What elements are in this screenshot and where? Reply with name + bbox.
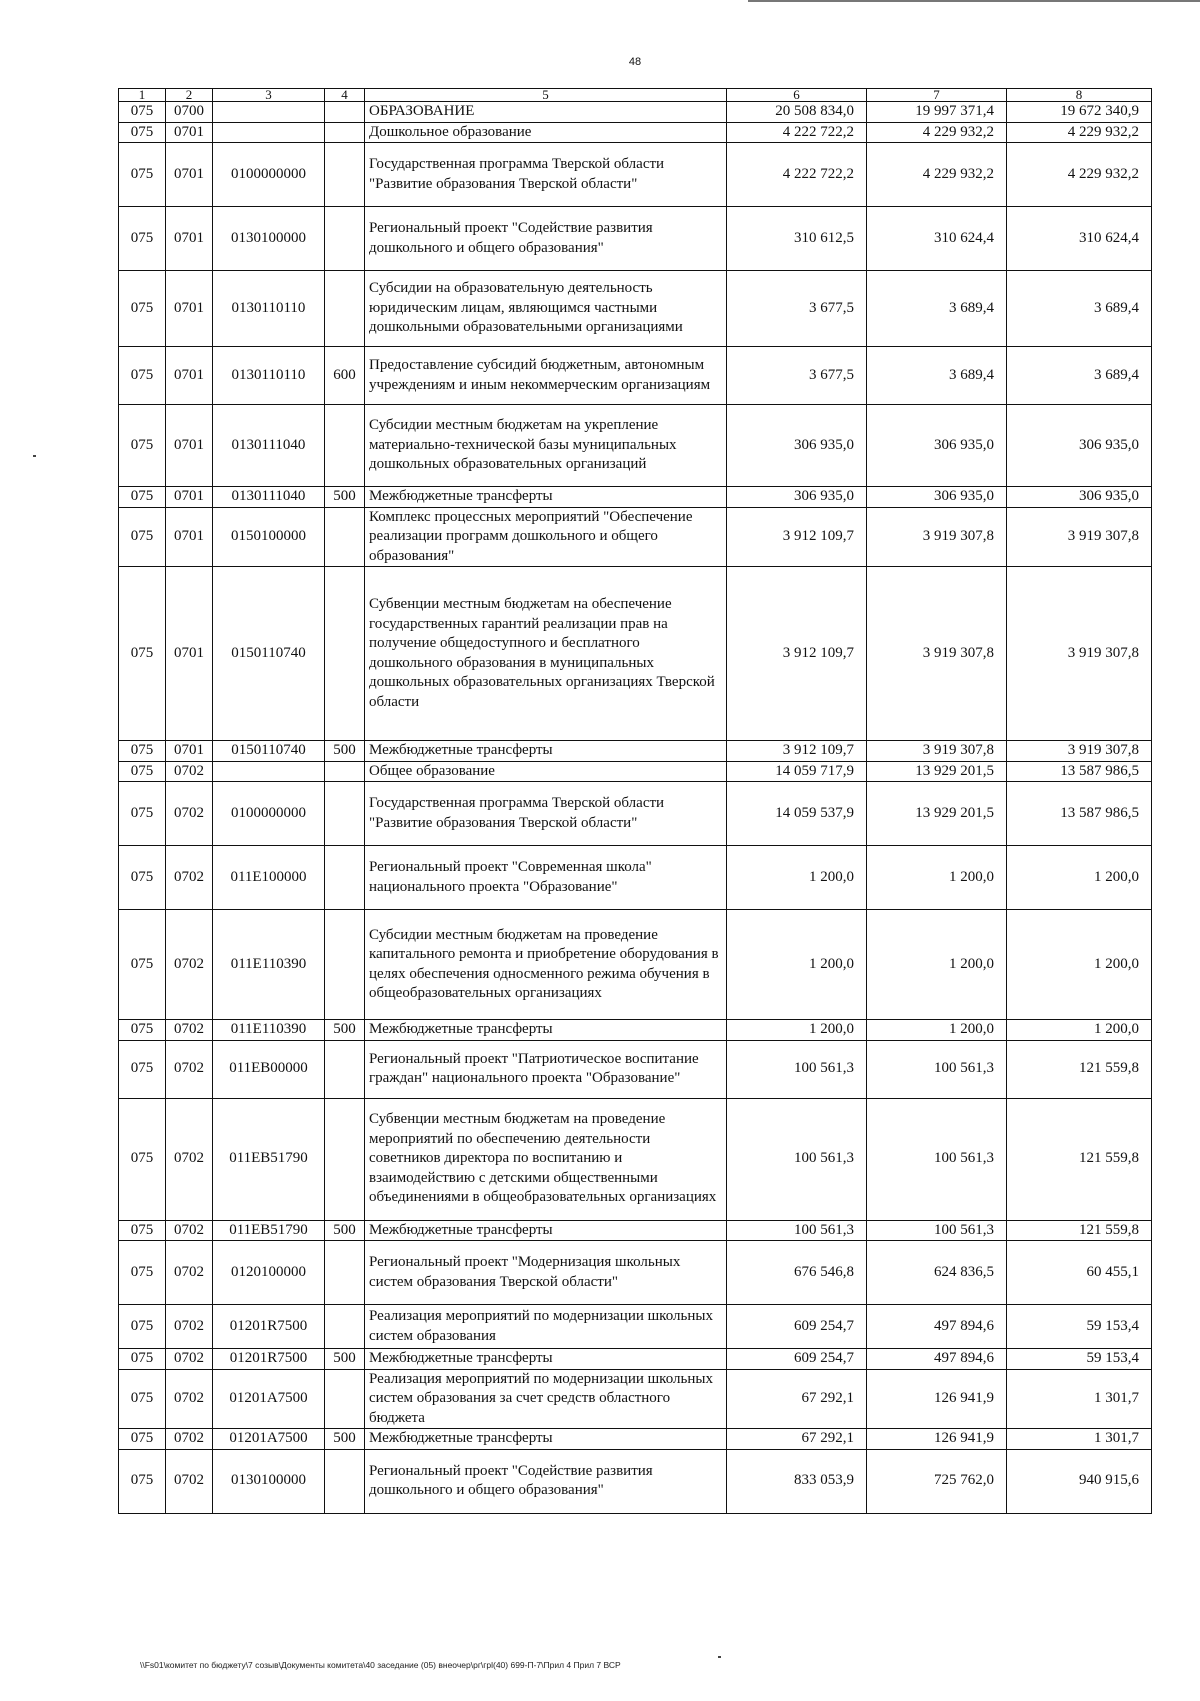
amount-col7-cell: 3 689,4: [867, 347, 1007, 405]
amount-col6-cell: 20 508 834,0: [727, 102, 867, 123]
table-row: [119, 1429, 1152, 1450]
section-code-cell: 0702: [166, 846, 213, 910]
section-code-cell: 0701: [166, 347, 213, 405]
code-admin-cell: 075: [119, 761, 166, 782]
code-admin-cell: 075: [119, 487, 166, 508]
table-row: [119, 1449, 1152, 1513]
section-code-cell: 0701: [166, 741, 213, 762]
section-code-cell: 0702: [166, 1040, 213, 1098]
item-name-cell: Субсидии местным бюджетам на укрепление материально-технической базы муниципальных дошкольных образовательных организаций: [365, 405, 727, 487]
amount-col8-cell: 3 689,4: [1007, 347, 1152, 405]
target-article-cell: 0100000000: [213, 782, 325, 846]
column-number: 3: [213, 89, 325, 102]
target-article-cell: [213, 102, 325, 123]
table-row: [119, 1098, 1152, 1220]
amount-col6-cell: 609 254,7: [727, 1349, 867, 1370]
amount-col7-cell: 3 689,4: [867, 271, 1007, 347]
expense-type-cell: [325, 207, 365, 271]
expense-type-cell: [325, 1241, 365, 1305]
target-article-cell: 011EB51790: [213, 1098, 325, 1220]
item-name-cell: Межбюджетные трансферты: [365, 1220, 727, 1241]
expense-type-cell: [325, 567, 365, 741]
amount-col6-cell: 306 935,0: [727, 487, 867, 508]
expense-type-cell: [325, 1369, 365, 1429]
table-row: [119, 782, 1152, 846]
scan-speck: [718, 1656, 721, 1658]
expense-type-cell: [325, 1449, 365, 1513]
amount-col7-cell: 1 200,0: [867, 1020, 1007, 1041]
target-article-cell: 0130100000: [213, 1449, 325, 1513]
amount-col8-cell: 3 919 307,8: [1007, 507, 1152, 567]
amount-col6-cell: 14 059 717,9: [727, 761, 867, 782]
target-article-cell: 0150110740: [213, 741, 325, 762]
code-admin-cell: 075: [119, 782, 166, 846]
item-name-cell: Межбюджетные трансферты: [365, 1429, 727, 1450]
item-name-cell: Межбюджетные трансферты: [365, 1349, 727, 1370]
item-name-cell: Субсидии на образовательную деятельность юридическим лицам, являющимся частными дошкольными образовательными организациями: [365, 271, 727, 347]
code-admin-cell: 075: [119, 1241, 166, 1305]
item-name-cell: Комплекс процессных мероприятий "Обеспечение реализации программ дошкольного и общего образования": [365, 507, 727, 567]
expense-type-cell: [325, 1305, 365, 1349]
table-row: [119, 487, 1152, 508]
item-name-cell: Субсидии местным бюджетам на проведение капитального ремонта и приобретение оборудования в целях обеспечения односменного режима обучения в общеобразовательных организациях: [365, 910, 727, 1020]
code-admin-cell: 075: [119, 102, 166, 123]
amount-col6-cell: 3 912 109,7: [727, 567, 867, 741]
expense-type-cell: 500: [325, 1020, 365, 1041]
section-code-cell: 0701: [166, 143, 213, 207]
expense-type-cell: [325, 1098, 365, 1220]
item-name-cell: Субвенции местным бюджетам на проведение мероприятий по обеспечению деятельности советников директора по воспитанию и взаимодействию с детскими общественными объединениями в общеобразовательных организациях: [365, 1098, 727, 1220]
amount-col7-cell: 100 561,3: [867, 1098, 1007, 1220]
expense-type-cell: 500: [325, 1349, 365, 1370]
amount-col8-cell: 121 559,8: [1007, 1098, 1152, 1220]
code-admin-cell: 075: [119, 271, 166, 347]
code-admin-cell: 075: [119, 846, 166, 910]
item-name-cell: Региональный проект "Современная школа" национального проекта "Образование": [365, 846, 727, 910]
target-article-cell: [213, 761, 325, 782]
expense-type-cell: 500: [325, 741, 365, 762]
code-admin-cell: 075: [119, 567, 166, 741]
amount-col8-cell: 310 624,4: [1007, 207, 1152, 271]
amount-col7-cell: 725 762,0: [867, 1449, 1007, 1513]
table-row: [119, 846, 1152, 910]
section-code-cell: 0702: [166, 1241, 213, 1305]
column-number-row: [119, 89, 1152, 102]
amount-col7-cell: 3 919 307,8: [867, 741, 1007, 762]
expense-type-cell: [325, 143, 365, 207]
code-admin-cell: 075: [119, 507, 166, 567]
amount-col6-cell: 609 254,7: [727, 1305, 867, 1349]
table-row: [119, 1349, 1152, 1370]
column-number: 8: [1007, 89, 1152, 102]
amount-col7-cell: 497 894,6: [867, 1349, 1007, 1370]
table-row: [119, 1241, 1152, 1305]
section-code-cell: 0701: [166, 487, 213, 508]
scan-speck: [33, 455, 36, 457]
amount-col8-cell: 13 587 986,5: [1007, 782, 1152, 846]
amount-col8-cell: 59 153,4: [1007, 1349, 1152, 1370]
amount-col8-cell: 3 689,4: [1007, 271, 1152, 347]
section-code-cell: 0702: [166, 1449, 213, 1513]
target-article-cell: 0130110110: [213, 347, 325, 405]
table-row: [119, 122, 1152, 143]
expense-type-cell: 500: [325, 1429, 365, 1450]
amount-col8-cell: 1 301,7: [1007, 1429, 1152, 1450]
amount-col6-cell: 1 200,0: [727, 910, 867, 1020]
amount-col8-cell: 121 559,8: [1007, 1220, 1152, 1241]
target-article-cell: 011E110390: [213, 1020, 325, 1041]
amount-col7-cell: 306 935,0: [867, 405, 1007, 487]
table-row: [119, 1305, 1152, 1349]
amount-col6-cell: 67 292,1: [727, 1369, 867, 1429]
target-article-cell: 011EB51790: [213, 1220, 325, 1241]
amount-col7-cell: 100 561,3: [867, 1040, 1007, 1098]
budget-table: [118, 88, 1152, 1514]
item-name-cell: Субвенции местным бюджетам на обеспечение государственных гарантий реализации прав на получение общедоступного и бесплатного дошкольного образования в муниципальных дошкольных образовательных организациях Тверской области: [365, 567, 727, 741]
amount-col6-cell: 67 292,1: [727, 1429, 867, 1450]
amount-col8-cell: 4 229 932,2: [1007, 122, 1152, 143]
section-code-cell: 0702: [166, 761, 213, 782]
target-article-cell: 0130111040: [213, 405, 325, 487]
table-row: [119, 102, 1152, 123]
amount-col7-cell: 310 624,4: [867, 207, 1007, 271]
item-name-cell: Предоставление субсидий бюджетным, автономным учреждениям и иным некоммерческим организациям: [365, 347, 727, 405]
section-code-cell: 0702: [166, 1220, 213, 1241]
amount-col8-cell: 4 229 932,2: [1007, 143, 1152, 207]
code-admin-cell: 075: [119, 207, 166, 271]
target-article-cell: 01201R7500: [213, 1349, 325, 1370]
expense-type-cell: [325, 507, 365, 567]
amount-col7-cell: 3 919 307,8: [867, 567, 1007, 741]
item-name-cell: Дошкольное образование: [365, 122, 727, 143]
amount-col8-cell: 60 455,1: [1007, 1241, 1152, 1305]
item-name-cell: ОБРАЗОВАНИЕ: [365, 102, 727, 123]
code-admin-cell: 075: [119, 1449, 166, 1513]
amount-col6-cell: 310 612,5: [727, 207, 867, 271]
amount-col6-cell: 3 677,5: [727, 271, 867, 347]
amount-col8-cell: 1 200,0: [1007, 1020, 1152, 1041]
code-admin-cell: 075: [119, 143, 166, 207]
section-code-cell: 0701: [166, 405, 213, 487]
target-article-cell: 0130100000: [213, 207, 325, 271]
amount-col7-cell: 126 941,9: [867, 1429, 1007, 1450]
item-name-cell: Общее образование: [365, 761, 727, 782]
item-name-cell: Межбюджетные трансферты: [365, 487, 727, 508]
target-article-cell: 011E110390: [213, 910, 325, 1020]
file-path-footer: \\Fs01\комитет по бюджету\7 созыв\Документы комитета\40 заседание (05) внеочер\рг\грl(40) 699-П-7\Прил 4 Прил 7 ВСР: [140, 1660, 621, 1670]
target-article-cell: [213, 122, 325, 143]
amount-col6-cell: 100 561,3: [727, 1098, 867, 1220]
amount-col8-cell: 306 935,0: [1007, 405, 1152, 487]
page-number: 48: [628, 56, 642, 68]
code-admin-cell: 075: [119, 1349, 166, 1370]
amount-col7-cell: 4 229 932,2: [867, 143, 1007, 207]
amount-col8-cell: 19 672 340,9: [1007, 102, 1152, 123]
amount-col7-cell: 13 929 201,5: [867, 761, 1007, 782]
amount-col6-cell: 1 200,0: [727, 846, 867, 910]
section-code-cell: 0702: [166, 1098, 213, 1220]
expense-type-cell: 500: [325, 487, 365, 508]
column-number: 4: [325, 89, 365, 102]
amount-col7-cell: 1 200,0: [867, 846, 1007, 910]
code-admin-cell: 075: [119, 1220, 166, 1241]
amount-col8-cell: 940 915,6: [1007, 1449, 1152, 1513]
target-article-cell: 01201A7500: [213, 1429, 325, 1450]
amount-col7-cell: 126 941,9: [867, 1369, 1007, 1429]
item-name-cell: Межбюджетные трансферты: [365, 1020, 727, 1041]
code-admin-cell: 075: [119, 1369, 166, 1429]
expense-type-cell: [325, 910, 365, 1020]
amount-col6-cell: 3 677,5: [727, 347, 867, 405]
expense-type-cell: [325, 761, 365, 782]
column-number: 7: [867, 89, 1007, 102]
table-row: [119, 910, 1152, 1020]
expense-type-cell: [325, 1040, 365, 1098]
item-name-cell: Региональный проект "Патриотическое воспитание граждан" национального проекта "Образование": [365, 1040, 727, 1098]
column-number: 6: [727, 89, 867, 102]
section-code-cell: 0701: [166, 207, 213, 271]
amount-col7-cell: 4 229 932,2: [867, 122, 1007, 143]
amount-col7-cell: 1 200,0: [867, 910, 1007, 1020]
amount-col8-cell: 3 919 307,8: [1007, 741, 1152, 762]
section-code-cell: 0700: [166, 102, 213, 123]
target-article-cell: 0150100000: [213, 507, 325, 567]
amount-col6-cell: 3 912 109,7: [727, 741, 867, 762]
amount-col7-cell: 306 935,0: [867, 487, 1007, 508]
expense-type-cell: [325, 102, 365, 123]
amount-col8-cell: 1 200,0: [1007, 846, 1152, 910]
amount-col7-cell: 3 919 307,8: [867, 507, 1007, 567]
section-code-cell: 0702: [166, 1305, 213, 1349]
amount-col6-cell: 100 561,3: [727, 1040, 867, 1098]
target-article-cell: 011E100000: [213, 846, 325, 910]
code-admin-cell: 075: [119, 1098, 166, 1220]
expense-type-cell: 500: [325, 1220, 365, 1241]
target-article-cell: 0150110740: [213, 567, 325, 741]
amount-col8-cell: 1 200,0: [1007, 910, 1152, 1020]
section-code-cell: 0702: [166, 1429, 213, 1450]
table-row: [119, 1369, 1152, 1429]
amount-col6-cell: 4 222 722,2: [727, 122, 867, 143]
table-body: [119, 89, 1152, 1514]
target-article-cell: 011EB00000: [213, 1040, 325, 1098]
amount-col8-cell: 3 919 307,8: [1007, 567, 1152, 741]
amount-col6-cell: 4 222 722,2: [727, 143, 867, 207]
section-code-cell: 0701: [166, 122, 213, 143]
code-admin-cell: 075: [119, 1020, 166, 1041]
amount-col6-cell: 3 912 109,7: [727, 507, 867, 567]
amount-col8-cell: 306 935,0: [1007, 487, 1152, 508]
code-admin-cell: 075: [119, 1305, 166, 1349]
code-admin-cell: 075: [119, 122, 166, 143]
table-row: [119, 507, 1152, 567]
table-row: [119, 271, 1152, 347]
amount-col7-cell: 19 997 371,4: [867, 102, 1007, 123]
column-number: 2: [166, 89, 213, 102]
expense-type-cell: [325, 122, 365, 143]
section-code-cell: 0702: [166, 1369, 213, 1429]
amount-col8-cell: 13 587 986,5: [1007, 761, 1152, 782]
target-article-cell: 0130111040: [213, 487, 325, 508]
table-row: [119, 741, 1152, 762]
amount-col6-cell: 676 546,8: [727, 1241, 867, 1305]
amount-col6-cell: 100 561,3: [727, 1220, 867, 1241]
amount-col6-cell: 1 200,0: [727, 1020, 867, 1041]
table-row: [119, 207, 1152, 271]
target-article-cell: 0130110110: [213, 271, 325, 347]
amount-col6-cell: 306 935,0: [727, 405, 867, 487]
amount-col8-cell: 59 153,4: [1007, 1305, 1152, 1349]
code-admin-cell: 075: [119, 741, 166, 762]
table-row: [119, 1220, 1152, 1241]
target-article-cell: 01201R7500: [213, 1305, 325, 1349]
expense-type-cell: [325, 405, 365, 487]
expense-type-cell: 600: [325, 347, 365, 405]
amount-col7-cell: 497 894,6: [867, 1305, 1007, 1349]
target-article-cell: 0100000000: [213, 143, 325, 207]
expense-type-cell: [325, 846, 365, 910]
code-admin-cell: 075: [119, 405, 166, 487]
code-admin-cell: 075: [119, 910, 166, 1020]
item-name-cell: Региональный проект "Модернизация школьных систем образования Тверской области": [365, 1241, 727, 1305]
amount-col8-cell: 121 559,8: [1007, 1040, 1152, 1098]
table-row: [119, 347, 1152, 405]
item-name-cell: Региональный проект "Содействие развития дошкольного и общего образования": [365, 207, 727, 271]
item-name-cell: Реализация мероприятий по модернизации школьных систем образования за счет средств областного бюджета: [365, 1369, 727, 1429]
section-code-cell: 0702: [166, 910, 213, 1020]
amount-col7-cell: 100 561,3: [867, 1220, 1007, 1241]
table-row: [119, 567, 1152, 741]
table-row: [119, 1020, 1152, 1041]
item-name-cell: Реализация мероприятий по модернизации школьных систем образования: [365, 1305, 727, 1349]
item-name-cell: Государственная программа Тверской области "Развитие образования Тверской области": [365, 782, 727, 846]
amount-col7-cell: 624 836,5: [867, 1241, 1007, 1305]
table-row: [119, 1040, 1152, 1098]
column-number: 5: [365, 89, 727, 102]
code-admin-cell: 075: [119, 1040, 166, 1098]
table-row: [119, 761, 1152, 782]
item-name-cell: Государственная программа Тверской области "Развитие образования Тверской области": [365, 143, 727, 207]
section-code-cell: 0702: [166, 1020, 213, 1041]
section-code-cell: 0702: [166, 782, 213, 846]
expense-type-cell: [325, 782, 365, 846]
code-admin-cell: 075: [119, 347, 166, 405]
amount-col8-cell: 1 301,7: [1007, 1369, 1152, 1429]
target-article-cell: 0120100000: [213, 1241, 325, 1305]
expense-type-cell: [325, 271, 365, 347]
table-row: [119, 143, 1152, 207]
section-code-cell: 0701: [166, 271, 213, 347]
top-edge-rule: [748, 0, 1200, 2]
column-number: 1: [119, 89, 166, 102]
target-article-cell: 01201A7500: [213, 1369, 325, 1429]
amount-col7-cell: 13 929 201,5: [867, 782, 1007, 846]
code-admin-cell: 075: [119, 1429, 166, 1450]
item-name-cell: Межбюджетные трансферты: [365, 741, 727, 762]
section-code-cell: 0701: [166, 507, 213, 567]
item-name-cell: Региональный проект "Содействие развития дошкольного и общего образования": [365, 1449, 727, 1513]
amount-col6-cell: 833 053,9: [727, 1449, 867, 1513]
table-row: [119, 405, 1152, 487]
amount-col6-cell: 14 059 537,9: [727, 782, 867, 846]
section-code-cell: 0701: [166, 567, 213, 741]
section-code-cell: 0702: [166, 1349, 213, 1370]
